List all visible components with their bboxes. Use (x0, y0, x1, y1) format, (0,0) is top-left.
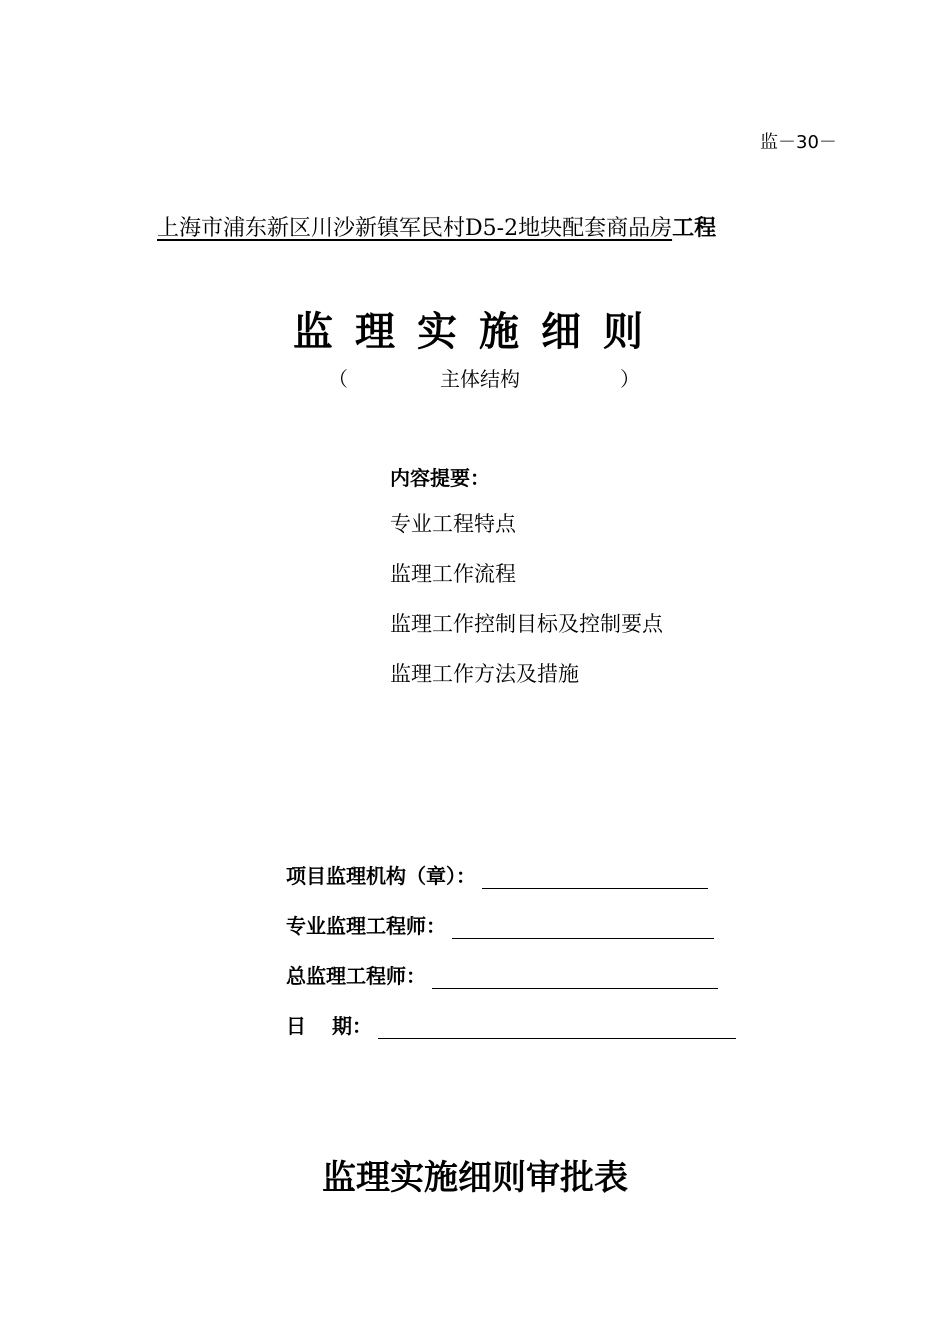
signature-date-field[interactable] (378, 1016, 736, 1039)
project-name: 上海市浦东新区川沙新镇军民村D5-2地块配套商品房 (157, 216, 673, 241)
project-title (157, 211, 716, 242)
subtitle-close-paren: ） (620, 367, 640, 391)
signature-org-field[interactable] (482, 866, 708, 889)
signature-specialist-field[interactable] (452, 916, 714, 939)
summary-heading: 内容提要： (390, 466, 490, 490)
approval-form-title: 监理实施细则审批表 (322, 1158, 628, 1198)
main-title: 监理实施细则 (293, 309, 665, 355)
subtitle-open-paren: （ (328, 367, 348, 391)
summary-item: 监理工作控制目标及控制要点 (390, 612, 663, 636)
signature-org-label: 项目监理机构（章）： (286, 864, 476, 888)
project-suffix: 工程 (672, 216, 717, 241)
subtitle: 主体结构 (440, 367, 520, 391)
document-code: 监－30－ (760, 132, 837, 153)
signature-chief-row (286, 960, 718, 989)
date-label-period: 期： (332, 1014, 372, 1038)
signature-specialist-label: 专业监理工程师： (286, 914, 446, 938)
summary-item: 监理工作方法及措施 (390, 662, 579, 686)
signature-date-row (286, 1010, 736, 1039)
summary-item: 监理工作流程 (390, 562, 516, 586)
signature-chief-label: 总监理工程师： (286, 964, 426, 988)
signature-specialist-row (286, 910, 714, 939)
signature-org-row (286, 860, 708, 889)
signature-chief-field[interactable] (432, 966, 718, 989)
summary-item: 专业工程特点 (390, 512, 516, 536)
summary-list (390, 510, 663, 710)
date-label-day: 日 (286, 1014, 306, 1038)
